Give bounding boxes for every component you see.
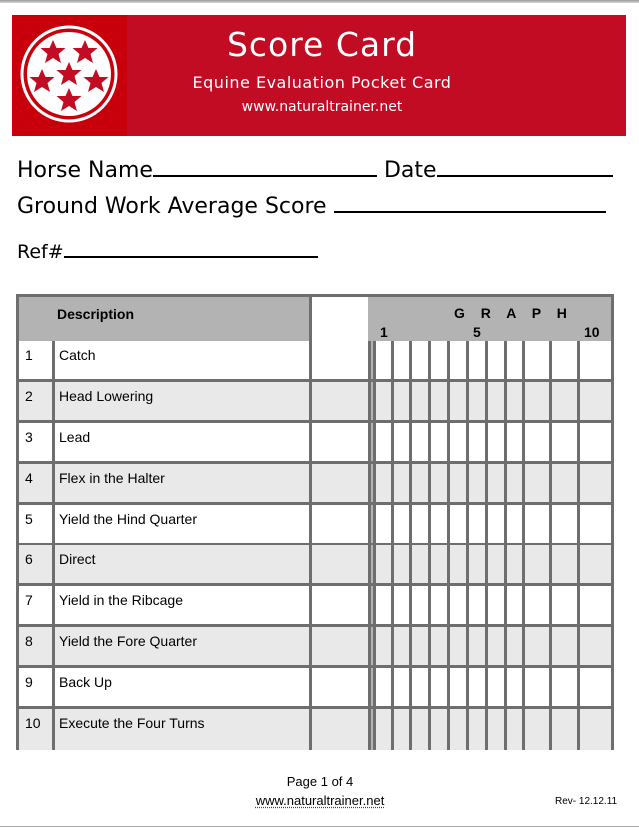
graph-cell[interactable] xyxy=(376,709,394,750)
graph-tick-1: 1 xyxy=(380,324,388,340)
row-number-cell xyxy=(19,505,55,543)
graph-cell[interactable] xyxy=(552,668,580,706)
graph-axis-bar xyxy=(368,423,376,461)
horse-name-label: Horse Name xyxy=(17,158,153,183)
score-header xyxy=(312,297,368,341)
graph-cell[interactable] xyxy=(507,505,525,543)
graph-cell[interactable] xyxy=(412,586,431,624)
row-number-cell xyxy=(19,668,55,706)
row-description-cell xyxy=(55,627,312,665)
graph-cell[interactable] xyxy=(507,382,525,420)
graph-cell[interactable] xyxy=(552,627,580,665)
graph-cell[interactable] xyxy=(469,586,488,624)
row-number-cell xyxy=(19,627,55,665)
page-indicator: Page 1 of 4 xyxy=(286,774,354,789)
graph-cell[interactable] xyxy=(552,586,580,624)
graph-cell[interactable] xyxy=(580,627,611,665)
graph-axis-bar xyxy=(368,382,376,420)
graph-cell[interactable] xyxy=(412,627,431,665)
table-row xyxy=(19,382,611,423)
six-star-circle-logo-icon xyxy=(19,24,119,124)
row-number-cell xyxy=(19,423,55,461)
graph-cell[interactable] xyxy=(469,627,488,665)
graph-cell[interactable] xyxy=(412,709,431,750)
graph-cell[interactable] xyxy=(488,586,507,624)
footer-url[interactable] xyxy=(220,793,420,808)
row-number: 10 xyxy=(25,715,41,731)
row-description: Lead xyxy=(59,429,91,445)
graph-cell[interactable] xyxy=(376,545,394,583)
graph-cell[interactable] xyxy=(431,382,450,420)
row-number-cell xyxy=(19,341,55,379)
row-number: 9 xyxy=(25,674,33,690)
description-header-label: Description xyxy=(57,306,135,322)
ground-work-score-field[interactable] xyxy=(334,191,606,213)
graph-cell[interactable] xyxy=(507,586,525,624)
graph-cell[interactable] xyxy=(525,505,552,543)
graph-cell[interactable] xyxy=(469,341,488,379)
row-score-cell[interactable] xyxy=(312,627,368,665)
row-score-cell[interactable] xyxy=(312,545,368,583)
graph-cell[interactable] xyxy=(450,545,469,583)
graph-axis-bar xyxy=(368,586,376,624)
page-top-edge xyxy=(0,0,639,3)
table-row xyxy=(19,668,611,709)
graph-cell[interactable] xyxy=(525,627,552,665)
graph-cell[interactable] xyxy=(507,464,525,502)
horse-name-field[interactable] xyxy=(153,155,377,177)
date-field[interactable] xyxy=(437,155,613,177)
graph-cell[interactable] xyxy=(469,423,488,461)
row-number-cell xyxy=(19,586,55,624)
row-description: Head Lowering xyxy=(59,388,154,404)
graph-cell[interactable] xyxy=(488,423,507,461)
row-description-cell xyxy=(55,505,312,543)
graph-cell[interactable] xyxy=(450,464,469,502)
graph-cell[interactable] xyxy=(507,423,525,461)
graph-cell[interactable] xyxy=(412,341,431,379)
graph-cell[interactable] xyxy=(469,382,488,420)
graph-cell[interactable] xyxy=(580,668,611,706)
row-description: Back Up xyxy=(59,674,112,690)
graph-cell[interactable] xyxy=(580,423,611,461)
description-header xyxy=(19,297,312,341)
graph-cell[interactable] xyxy=(394,668,412,706)
graph-cell[interactable] xyxy=(469,709,488,750)
table-row xyxy=(19,341,611,382)
graph-cell[interactable] xyxy=(450,709,469,750)
graph-cell[interactable] xyxy=(488,341,507,379)
row-number: 7 xyxy=(25,592,33,608)
graph-cell[interactable] xyxy=(552,464,580,502)
graph-cell[interactable] xyxy=(580,382,611,420)
graph-cell[interactable] xyxy=(525,545,552,583)
graph-cell[interactable] xyxy=(488,382,507,420)
graph-cell[interactable] xyxy=(376,464,394,502)
graph-cell[interactable] xyxy=(469,668,488,706)
row-description: Flex in the Halter xyxy=(59,470,165,486)
graph-cell[interactable] xyxy=(450,668,469,706)
graph-cell[interactable] xyxy=(552,382,580,420)
graph-cell[interactable] xyxy=(469,545,488,583)
ground-work-label: Ground Work Average Score xyxy=(17,194,327,219)
row-score-cell[interactable] xyxy=(312,341,368,379)
graph-cell[interactable] xyxy=(450,341,469,379)
table-row xyxy=(19,709,611,750)
row-number: 5 xyxy=(25,511,33,527)
graph-cell[interactable] xyxy=(507,545,525,583)
graph-cell[interactable] xyxy=(450,627,469,665)
graph-cell[interactable] xyxy=(580,341,611,379)
table-header xyxy=(19,297,611,341)
graph-cell[interactable] xyxy=(412,505,431,543)
graph-cell[interactable] xyxy=(394,586,412,624)
graph-cell[interactable] xyxy=(525,341,552,379)
graph-cell[interactable] xyxy=(552,423,580,461)
banner-title: Score Card xyxy=(226,25,418,64)
table-row xyxy=(19,586,611,627)
row-number-cell xyxy=(19,545,55,583)
graph-cell[interactable] xyxy=(394,423,412,461)
graph-cell[interactable] xyxy=(431,627,450,665)
graph-tick-10: 10 xyxy=(584,324,600,340)
graph-cell[interactable] xyxy=(552,709,580,750)
graph-axis-bar xyxy=(368,545,376,583)
graph-cell[interactable] xyxy=(488,709,507,750)
footer-url-link[interactable]: www.naturaltrainer.net xyxy=(255,793,385,808)
graph-cell[interactable] xyxy=(394,627,412,665)
ref-line xyxy=(17,239,318,263)
row-score-cell[interactable] xyxy=(312,382,368,420)
row-score-cell[interactable] xyxy=(312,423,368,461)
row-number-cell xyxy=(19,709,55,750)
graph-cell[interactable] xyxy=(450,423,469,461)
row-number: 3 xyxy=(25,429,33,445)
row-number: 1 xyxy=(25,347,33,363)
graph-axis-bar xyxy=(368,341,376,379)
graph-cell[interactable] xyxy=(412,382,431,420)
table-row xyxy=(19,505,611,546)
graph-cell[interactable] xyxy=(552,505,580,543)
graph-cell[interactable] xyxy=(469,505,488,543)
graph-cell[interactable] xyxy=(431,709,450,750)
table-row xyxy=(19,464,611,505)
header-banner xyxy=(12,15,626,136)
graph-cell[interactable] xyxy=(412,668,431,706)
graph-cell[interactable] xyxy=(488,627,507,665)
graph-cell[interactable] xyxy=(525,586,552,624)
graph-cell[interactable] xyxy=(376,627,394,665)
row-description: Catch xyxy=(59,347,96,363)
graph-axis-bar xyxy=(368,505,376,543)
row-description: Direct xyxy=(59,551,96,567)
ground-work-line xyxy=(17,191,606,219)
graph-cell[interactable] xyxy=(525,382,552,420)
score-table xyxy=(16,294,614,750)
row-score-cell[interactable] xyxy=(312,464,368,502)
row-number: 2 xyxy=(25,388,33,404)
graph-cell[interactable] xyxy=(507,668,525,706)
graph-cell[interactable] xyxy=(376,382,394,420)
graph-cell[interactable] xyxy=(376,586,394,624)
graph-cell[interactable] xyxy=(431,341,450,379)
row-score-cell[interactable] xyxy=(312,668,368,706)
graph-header xyxy=(368,297,611,341)
row-description: Yield the Fore Quarter xyxy=(59,633,197,649)
graph-cell[interactable] xyxy=(412,545,431,583)
table-row xyxy=(19,627,611,668)
row-description-cell xyxy=(55,668,312,706)
graph-cell[interactable] xyxy=(412,464,431,502)
ref-label: Ref# xyxy=(17,241,64,263)
graph-cell[interactable] xyxy=(394,464,412,502)
row-score-cell[interactable] xyxy=(312,586,368,624)
table-row xyxy=(19,423,611,464)
row-description-cell xyxy=(55,545,312,583)
graph-cell[interactable] xyxy=(394,709,412,750)
row-number: 8 xyxy=(25,633,33,649)
graph-title: G R A P H xyxy=(454,305,573,321)
graph-cell[interactable] xyxy=(376,668,394,706)
graph-cell[interactable] xyxy=(507,627,525,665)
banner-subtitle: Equine Evaluation Pocket Card xyxy=(192,73,452,92)
horse-name-date-line xyxy=(17,155,613,183)
ref-field[interactable] xyxy=(64,239,318,258)
row-description-cell xyxy=(55,341,312,379)
row-description-cell xyxy=(55,464,312,502)
row-score-cell[interactable] xyxy=(312,505,368,543)
banner-url-link[interactable]: www.naturaltrainer.net xyxy=(241,99,403,115)
graph-axis-bar xyxy=(368,627,376,665)
graph-cell[interactable] xyxy=(431,668,450,706)
graph-cell[interactable] xyxy=(488,545,507,583)
graph-cell[interactable] xyxy=(394,382,412,420)
graph-cell[interactable] xyxy=(431,545,450,583)
graph-cell[interactable] xyxy=(488,668,507,706)
graph-axis-bar xyxy=(368,668,376,706)
graph-cell[interactable] xyxy=(507,341,525,379)
graph-cell[interactable] xyxy=(525,464,552,502)
graph-cell[interactable] xyxy=(431,586,450,624)
revision-label: Rev- 12.12.11 xyxy=(555,796,618,807)
row-number-cell xyxy=(19,382,55,420)
graph-cell[interactable] xyxy=(376,423,394,461)
row-description-cell xyxy=(55,423,312,461)
graph-cell[interactable] xyxy=(394,341,412,379)
table-row xyxy=(19,545,611,586)
graph-cell[interactable] xyxy=(412,423,431,461)
graph-cell[interactable] xyxy=(580,505,611,543)
row-number: 6 xyxy=(25,551,33,567)
page-bottom-edge xyxy=(0,826,639,827)
graph-cell[interactable] xyxy=(450,382,469,420)
row-number-cell xyxy=(19,464,55,502)
graph-cell[interactable] xyxy=(580,586,611,624)
graph-cell[interactable] xyxy=(488,464,507,502)
graph-cell[interactable] xyxy=(469,464,488,502)
graph-cell[interactable] xyxy=(525,709,552,750)
graph-tick-5: 5 xyxy=(473,324,481,340)
graph-cell[interactable] xyxy=(580,464,611,502)
graph-cell[interactable] xyxy=(580,709,611,750)
row-description-cell xyxy=(55,586,312,624)
graph-cell[interactable] xyxy=(431,464,450,502)
graph-axis-bar xyxy=(368,709,376,750)
graph-cell[interactable] xyxy=(552,545,580,583)
row-description: Yield in the Ribcage xyxy=(59,592,184,608)
graph-cell[interactable] xyxy=(431,423,450,461)
banner-url[interactable] xyxy=(172,99,472,115)
graph-cell[interactable] xyxy=(394,545,412,583)
graph-cell[interactable] xyxy=(525,423,552,461)
graph-cell[interactable] xyxy=(507,709,525,750)
row-description: Yield the Hind Quarter xyxy=(59,511,197,527)
row-description: Execute the Four Turns xyxy=(59,715,205,731)
graph-cell[interactable] xyxy=(450,505,469,543)
graph-cell[interactable] xyxy=(450,586,469,624)
graph-cell[interactable] xyxy=(431,505,450,543)
row-number: 4 xyxy=(25,470,33,486)
graph-cell[interactable] xyxy=(580,545,611,583)
graph-cell[interactable] xyxy=(376,341,394,379)
graph-cell[interactable] xyxy=(525,668,552,706)
row-score-cell[interactable] xyxy=(312,709,368,750)
graph-cell[interactable] xyxy=(376,505,394,543)
date-label: Date xyxy=(383,158,437,183)
graph-cell[interactable] xyxy=(488,505,507,543)
logo xyxy=(12,15,127,136)
row-description-cell xyxy=(55,709,312,750)
graph-cell[interactable] xyxy=(394,505,412,543)
graph-axis-bar xyxy=(368,464,376,502)
graph-cell[interactable] xyxy=(552,341,580,379)
row-description-cell xyxy=(55,382,312,420)
